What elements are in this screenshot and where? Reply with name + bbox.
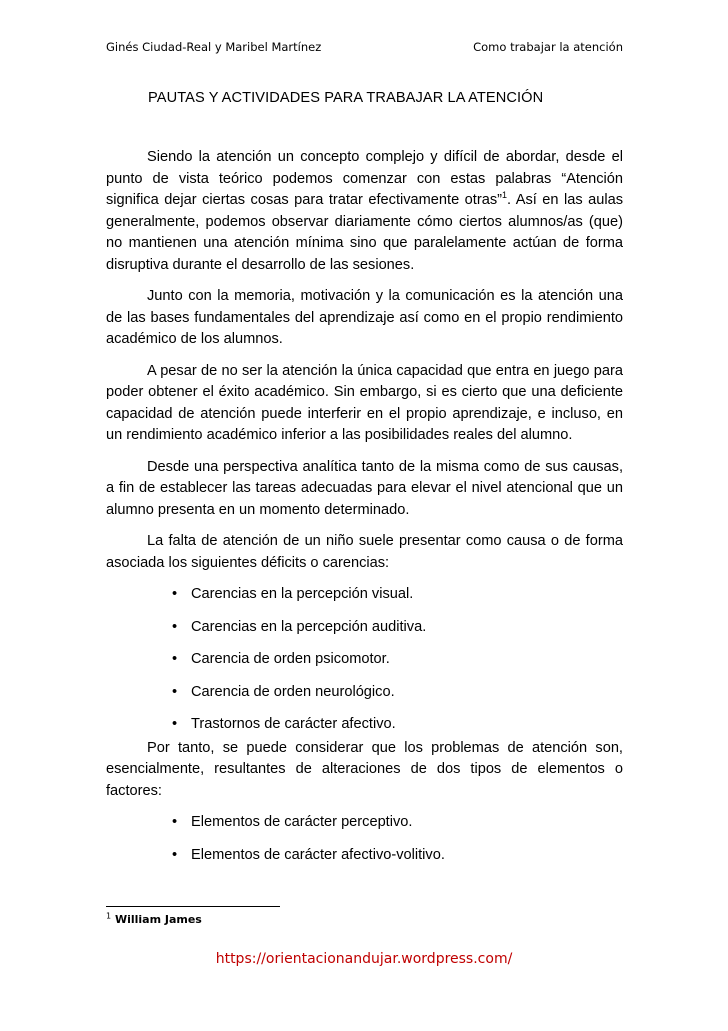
bullet-icon: • — [172, 651, 178, 667]
bullet-icon: • — [172, 683, 178, 700]
list-item-text: Carencia de orden psicomotor. — [191, 651, 390, 667]
list-item — [106, 584, 623, 606]
document-body — [106, 147, 623, 877]
paragraph-2: Junto con la memoria, motivación y la comunicación es la atención una de las bases fundamentales del aprendizaje así como en el propio rendimiento académico de los alumnos. — [106, 288, 623, 347]
list-item — [106, 714, 623, 736]
page-header — [106, 40, 623, 54]
footnote-divider — [106, 906, 280, 907]
list-item-text: Carencias en la percepción visual. — [191, 586, 414, 602]
paragraph-1-text-b: . Así en las aulas generalmente, podemos observar diariamente cómo ciertos alumnos/as (que) no mantienen una atención mínima sino que paralelamente actúan de forma disruptiva durante el desarrollo de las sesiones. — [106, 192, 623, 273]
list-item-text: Elementos de carácter perceptivo. — [191, 814, 413, 830]
bullet-icon: • — [172, 846, 178, 863]
list-item-text: Elementos de carácter afectivo-volitivo. — [191, 846, 445, 863]
footnote-reference: 1 — [502, 190, 508, 201]
footer-link[interactable]: https://orientacionandujar.wordpress.com/ — [215, 951, 513, 967]
list-item — [106, 682, 623, 704]
header-authors: Ginés Ciudad-Real y Maribel Martínez — [106, 40, 322, 54]
paragraph-1 — [106, 147, 623, 276]
footnote-number: 1 — [106, 911, 112, 921]
paragraph-6: Por tanto, se puede considerar que los problemas de atención son, esencialmente, resultantes de alteraciones de dos tipos de elementos o factores: — [106, 739, 623, 799]
paragraph-5: La falta de atención de un niño suele presentar como causa o de forma asociada los siguientes déficits o carencias: — [106, 533, 623, 571]
deficits-list — [106, 584, 623, 736]
footnote — [106, 913, 202, 926]
document-title: PAUTAS Y ACTIVIDADES PARA TRABAJAR LA ATENCIÓN — [148, 90, 544, 106]
list-item-text: Carencia de orden neurológico. — [191, 683, 395, 700]
list-item — [106, 617, 623, 639]
list-item-text: Carencias en la percepción auditiva. — [191, 618, 427, 635]
list-item — [106, 649, 623, 671]
bullet-icon: • — [172, 814, 178, 830]
paragraph-3: A pesar de no ser la atención la única capacidad que entra en juego para poder obtener el éxito académico. Sin embargo, si es cierto que una deficiente capacidad de atención puede interferir en el propio aprendizaje, e incluso, en un rendimiento académico inferior a las posibilidades reales del alumno. — [106, 362, 623, 443]
list-item-text: Trastornos de carácter afectivo. — [191, 716, 396, 732]
list-item — [106, 812, 623, 834]
header-topic: Como trabajar la atención — [473, 40, 623, 54]
factors-list — [106, 812, 623, 866]
footnote-text: William James — [114, 913, 202, 926]
list-item — [106, 845, 623, 867]
bullet-icon: • — [172, 586, 178, 602]
bullet-icon: • — [172, 716, 178, 732]
paragraph-4: Desde una perspectiva analítica tanto de la misma como de sus causas, a fin de establecer las tareas adecuadas para elevar el nivel atencional que un alumno presenta en un momento determinado. — [106, 458, 623, 518]
bullet-icon: • — [172, 618, 178, 635]
paragraph-1-text-a: Siendo la atención un concepto complejo y difícil de abordar, desde el punto de vista teórico podemos comenzar con estas palabras “Atención significa dejar ciertas cosas para tratar efectivamente otras” — [106, 149, 623, 208]
